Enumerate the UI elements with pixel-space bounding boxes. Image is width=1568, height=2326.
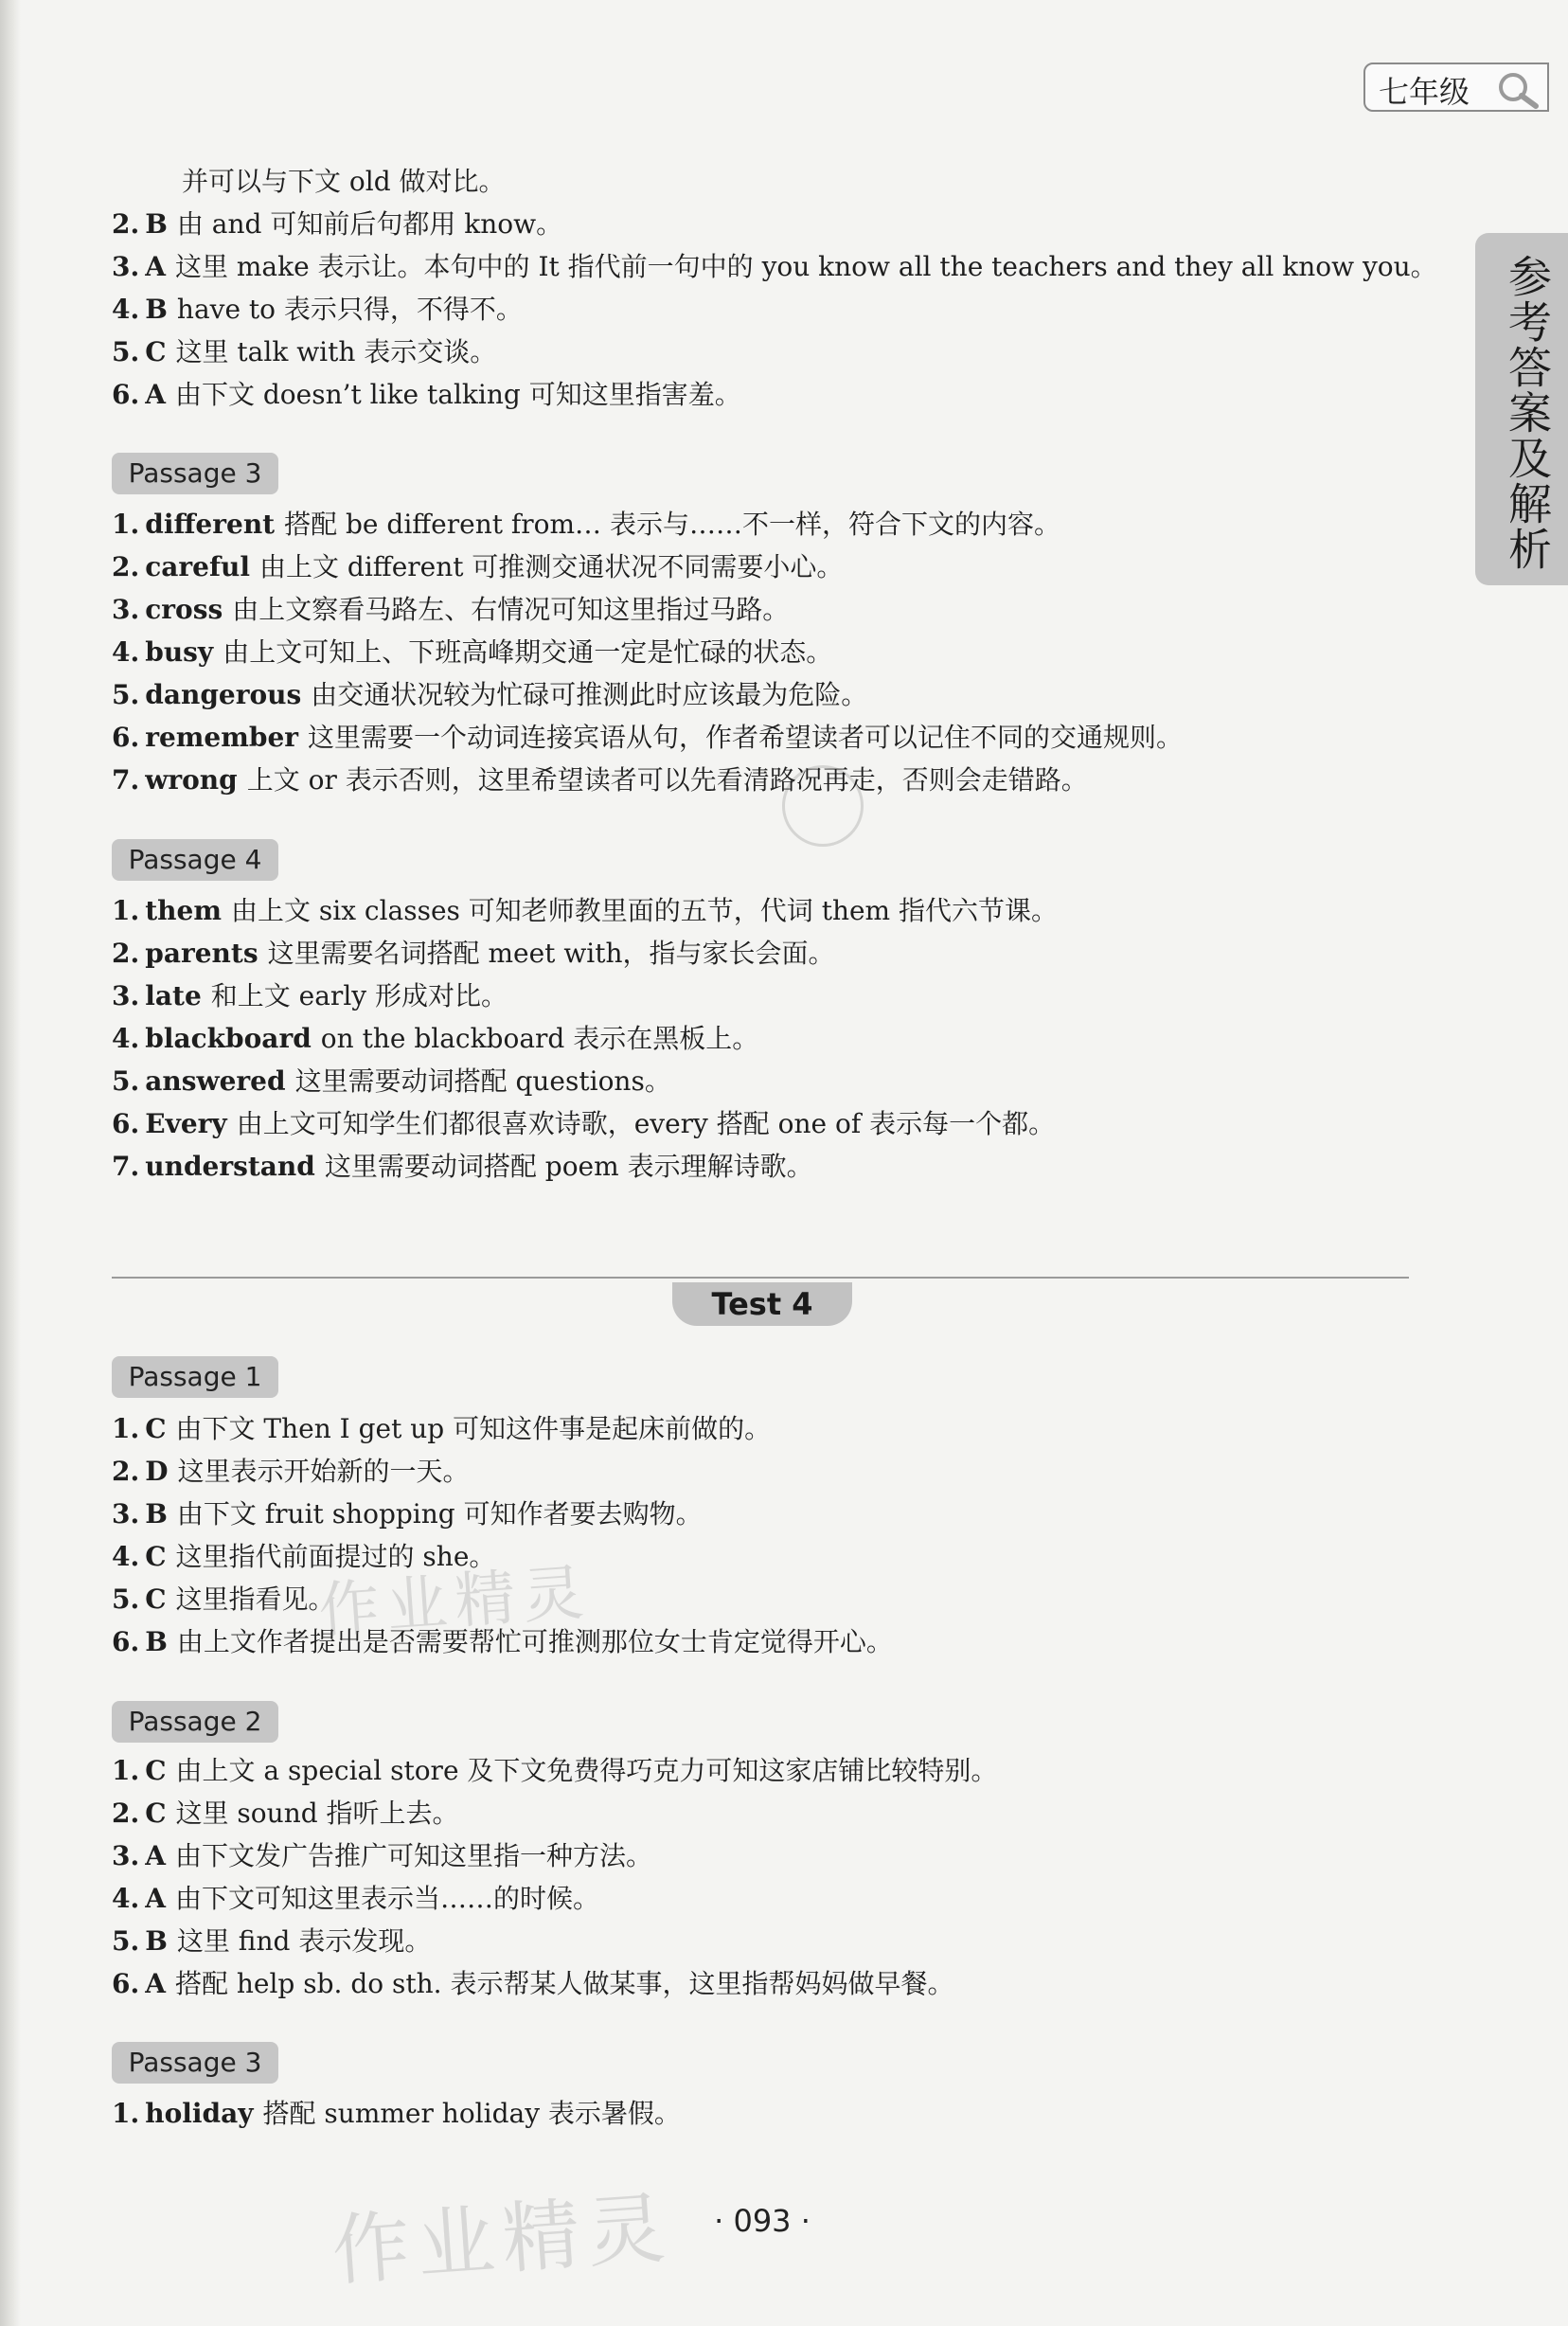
answer-line: 4. busy 由上文可知上、下班高峰期交通一定是忙碌的状态。 <box>112 636 833 668</box>
answer-line: 7. understand 这里需要动词搭配 poem 表示理解诗歌。 <box>112 1151 813 1182</box>
passage-label: Passage 2 <box>112 1701 278 1743</box>
answer-line: 2. C 这里 sound 指听上去。 <box>112 1798 459 1829</box>
answer-line: 7. wrong 上文 or 表示否则，这里希望读者可以先看清路况再走，否则会走错路。 <box>112 764 1088 796</box>
answer-line: 5. B 这里 find 表示发现。 <box>112 1925 432 1957</box>
passage-label: Passage 3 <box>112 453 278 494</box>
answer-line: 4. blackboard on the blackboard 表示在黑板上。 <box>112 1023 759 1054</box>
grade-label: 七年级 <box>1379 74 1470 110</box>
answer-line: 6. B 由上文作者提出是否需要帮忙可推测那位女士肯定觉得开心。 <box>112 1626 893 1657</box>
answer-line: 3. A 这里 make 表示让。本句中的 It 指代前一句中的 you know all the teachers and they all know you。 <box>112 251 1437 282</box>
answer-line: 6. remember 这里需要一个动词连接宾语从句，作者希望读者可以记住不同的交通规则。 <box>112 722 1184 753</box>
answer-line: 6. A 由下文 doesn’t like talking 可知这里指害羞。 <box>112 379 741 410</box>
answer-line: 3. A 由下文发广告推广可知这里指一种方法。 <box>112 1840 652 1871</box>
watermark: 作业精灵 <box>329 2183 676 2298</box>
answer-line: 3. B 由下文 fruit shopping 可知作者要去购物。 <box>112 1498 703 1530</box>
answer-line: 5. C 这里 talk with 表示交谈。 <box>112 336 497 367</box>
answer-line: 5. dangerous 由交通状况较为忙碌可推测此时应该最为危险。 <box>112 679 868 710</box>
test-heading: Test 4 <box>672 1282 852 1326</box>
answer-line: 4. C 这里指代前面提过的 she。 <box>112 1541 496 1572</box>
answer-line: 1. holiday 搭配 summer holiday 表示暑假。 <box>112 2098 681 2129</box>
passage-label: Passage 1 <box>112 1356 278 1398</box>
passage-label: Passage 4 <box>112 839 278 881</box>
watermark: 作业精灵 <box>316 1558 594 1647</box>
answer-line: 4. B have to 表示只得，不得不。 <box>112 294 523 325</box>
page-number: · 093 · <box>714 2203 811 2239</box>
answer-line: 2. B 由 and 可知前后句都用 know。 <box>112 208 563 240</box>
answer-line: 并可以与下文 old 做对比。 <box>182 166 506 197</box>
answer-line: 4. A 由下文可知这里表示当……的时候。 <box>112 1883 599 1914</box>
answer-line: 6. Every 由上文可知学生们都很喜欢诗歌，every 搭配 one of 表示每一个都。 <box>112 1108 1056 1139</box>
answer-line: 5. C 这里指看见。 <box>112 1583 335 1615</box>
answer-line: 2. parents 这里需要名词搭配 meet with，指与家长会面。 <box>112 938 835 969</box>
section-divider <box>112 1277 1409 1279</box>
answer-line: 1. C 由下文 Then I get up 可知这件事是起床前做的。 <box>112 1413 772 1444</box>
answer-line: 1. different 搭配 be different from… 表示与……不一样，符合下文的内容。 <box>112 509 1060 540</box>
answer-line: 5. answered 这里需要动词搭配 questions。 <box>112 1065 671 1097</box>
answer-line: 1. C 由上文 a special store 及下文免费得巧克力可知这家店铺比较特别。 <box>112 1755 998 1786</box>
answer-line: 2. careful 由上文 different 可推测交通状况不同需要小心。 <box>112 551 844 582</box>
answer-line: 3. cross 由上文察看马路左、右情况可知这里指过马路。 <box>112 594 790 625</box>
answer-line: 3. late 和上文 early 形成对比。 <box>112 980 508 1011</box>
answer-line: 2. D 这里表示开始新的一天。 <box>112 1456 470 1487</box>
answer-line: 6. A 搭配 help sb. do sth. 表示帮某人做某事，这里指帮妈妈做早餐。 <box>112 1968 954 1999</box>
side-tab-label: 参考答案及解析 <box>1502 254 1553 572</box>
answer-line: 1. them 由上文 six classes 可知老师教里面的五节，代词 them 指代六节课。 <box>112 895 1059 926</box>
passage-label: Passage 3 <box>112 2042 278 2084</box>
